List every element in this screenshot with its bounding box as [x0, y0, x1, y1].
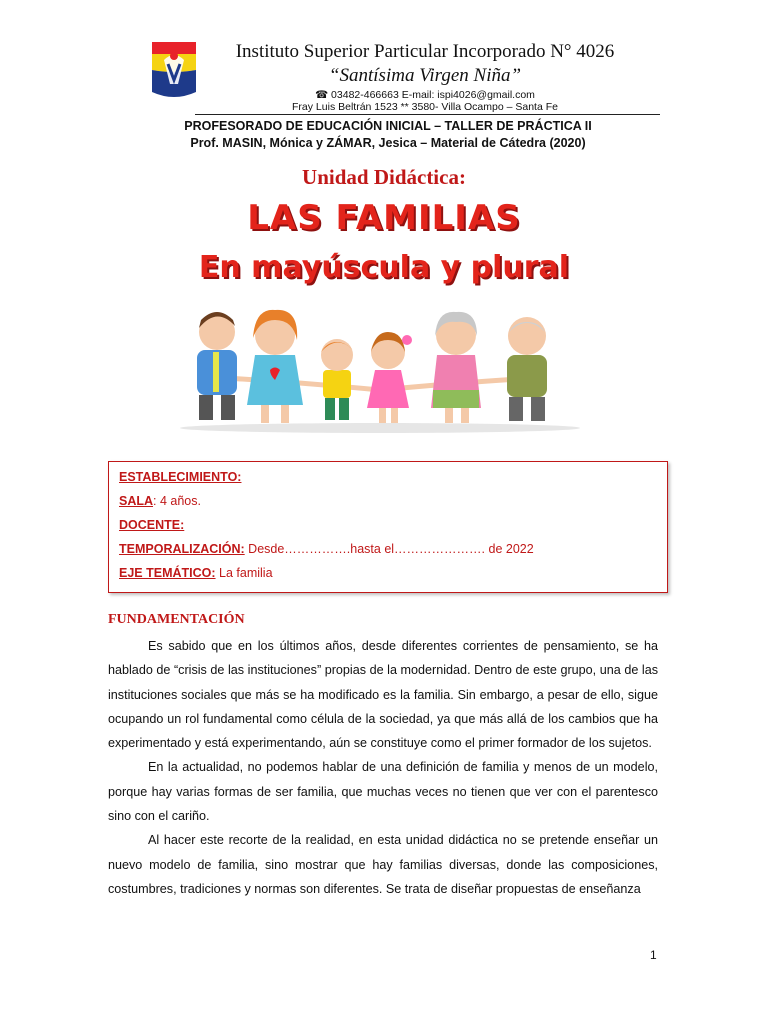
family-illustration-icon	[175, 300, 585, 435]
paragraph-2: En la actualidad, no podemos hablar de una definición de familia y menos de un modelo, porque hay varias formas de ser familia, que muchas veces no tienen que ver con el parentesco sino con el cariño.	[108, 760, 658, 824]
contact-info	[205, 89, 645, 113]
phone-email: ☎ 03482-466663 E-mail: ispi4026@gmail.com	[315, 89, 535, 101]
program-name: PROFESORADO DE EDUCACIÓN INICIAL – TALLER DE PRÁCTICA II	[184, 119, 592, 133]
temporalizacion-value: Desde…………….hasta el…………………. de 2022	[244, 542, 534, 556]
institute-logo-icon	[150, 40, 198, 102]
establecimiento-line	[119, 470, 241, 484]
establecimiento-label: ESTABLECIMIENTO:	[119, 470, 242, 484]
sala-value: : 4 años.	[153, 494, 201, 508]
unit-title: LAS FAMILIAS	[247, 198, 521, 238]
unit-label: Unidad Didáctica:	[302, 165, 466, 189]
temporalizacion-line	[119, 542, 534, 556]
fundamentacion-title: FUNDAMENTACIÓN	[108, 612, 245, 627]
address: Fray Luis Beltrán 1523 ** 3580- Villa Ocampo – Santa Fe	[292, 101, 558, 113]
paragraph-1: Es sabido que en los últimos años, desde diferentes corrientes de pensamiento, se ha hablado de “crisis de las instituciones” propias de la modernidad. Dentro de este grupo, una de las instituciones sociales que más se ha modificado es la familia. Sin embargo, a pesar de ello, sigue ocupando un rol fundamental como célula de la sociedad, ya que más allá de los cambios que ha experimentado y está experimentando, aún se constituye como el primer formador de los sujetos.	[108, 639, 658, 751]
program-info	[100, 118, 676, 152]
temporalizacion-label: TEMPORALIZACIÓN:	[119, 542, 245, 556]
institute-name: Instituto Superior Particular Incorporado N° 4026	[235, 41, 615, 62]
page-number: 1	[650, 948, 657, 962]
eje-label: EJE TEMÁTICO:	[119, 566, 216, 580]
fundamentacion-body	[108, 634, 658, 901]
sala-line	[119, 494, 201, 508]
professors: Prof. MASIN, Mónica y ZÁMAR, Jesica – Material de Cátedra (2020)	[190, 136, 586, 150]
header-divider	[195, 114, 660, 115]
institute-subtitle: “Santísima Virgen Niña”	[328, 65, 522, 86]
eje-line	[119, 566, 273, 580]
docente-label: DOCENTE:	[119, 518, 185, 532]
info-box	[108, 461, 668, 593]
docente-line	[119, 518, 184, 532]
sala-label: SALA	[119, 494, 154, 508]
unit-subtitle: En mayúscula y plural	[198, 250, 570, 285]
paragraph-3: Al hacer este recorte de la realidad, en esta unidad didáctica no se pretende enseñar un nuevo modelo de familia, sino mostrar que hay familias diversas, donde las composiciones, costumbres, tradiciones y normas son diferentes. Se trata de diseñar propuestas de enseñanza	[108, 833, 658, 896]
eje-value: La familia	[215, 566, 273, 580]
